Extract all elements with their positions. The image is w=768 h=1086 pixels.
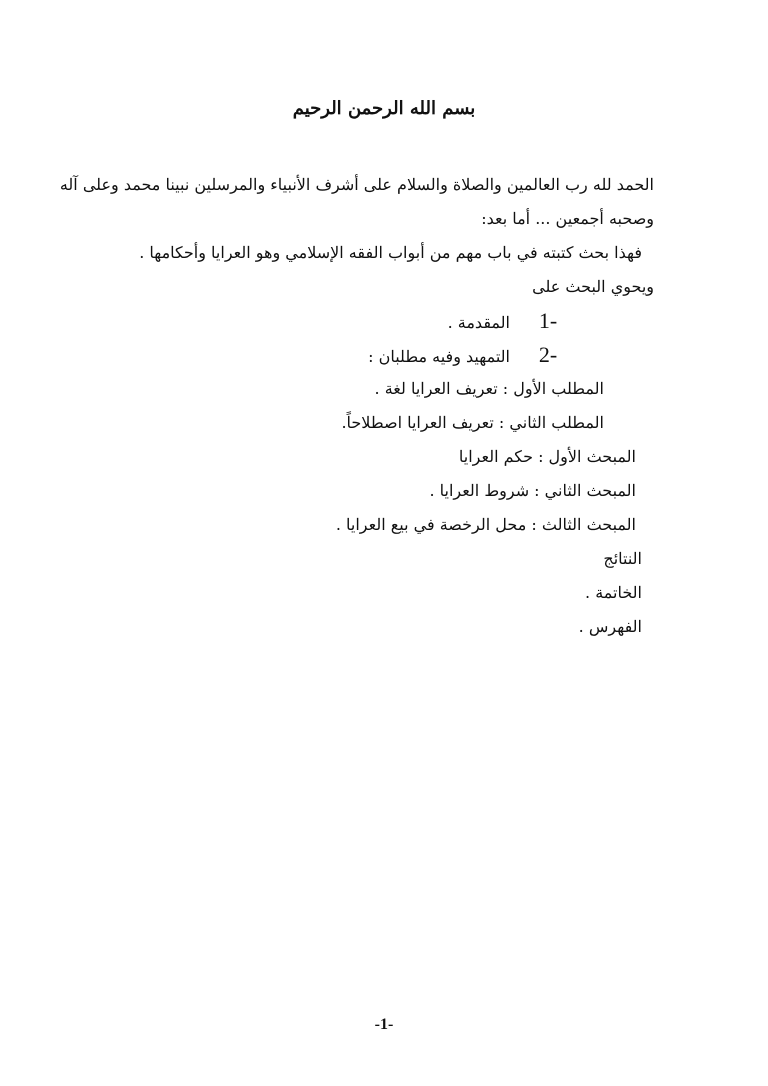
list-item-number: 1- (538, 308, 558, 333)
page-number: -1- (374, 1016, 394, 1033)
index-item: الفهرس . (578, 617, 642, 636)
contents-intro: ويحوي البحث على (532, 277, 654, 296)
intro-line-2: وصحبه أجمعين ... أما بعد: (481, 209, 654, 228)
list-item-text: التمهيد وفيه مطلبان : (368, 347, 510, 366)
list-item-introduction (108, 304, 654, 338)
chapter-second: المبحث الثاني : شروط العرايا . (429, 481, 636, 500)
list-item-number: 2- (538, 342, 558, 367)
list-item-text: المقدمة . (447, 313, 510, 332)
chapter-first: المبحث الأول : حكم العرايا (458, 447, 636, 466)
list-item-preface (108, 338, 654, 372)
intro-paragraph: فهذا بحث كتبته في باب مهم من أبواب الفقه الإسلامي وهو العرايا وأحكامها . (139, 243, 642, 262)
chapter-third: المبحث الثالث : محل الرخصة في بيع العرايا . (335, 515, 636, 534)
conclusion-item: الخاتمة . (585, 583, 642, 602)
sub-item-second: المطلب الثاني : تعريف العرايا اصطلاحاً. (341, 413, 604, 432)
sub-item-first: المطلب الأول : تعريف العرايا لغة . (374, 379, 604, 398)
page-title: بسم الله الرحمن الرحيم (292, 98, 476, 119)
document-body (59, 168, 654, 644)
intro-line-1: الحمد لله رب العالمين والصلاة والسلام على أشرف الأنبياء والمرسلين نبينا محمد وعلى آله (59, 175, 654, 194)
results-item: النتائج (603, 549, 642, 568)
